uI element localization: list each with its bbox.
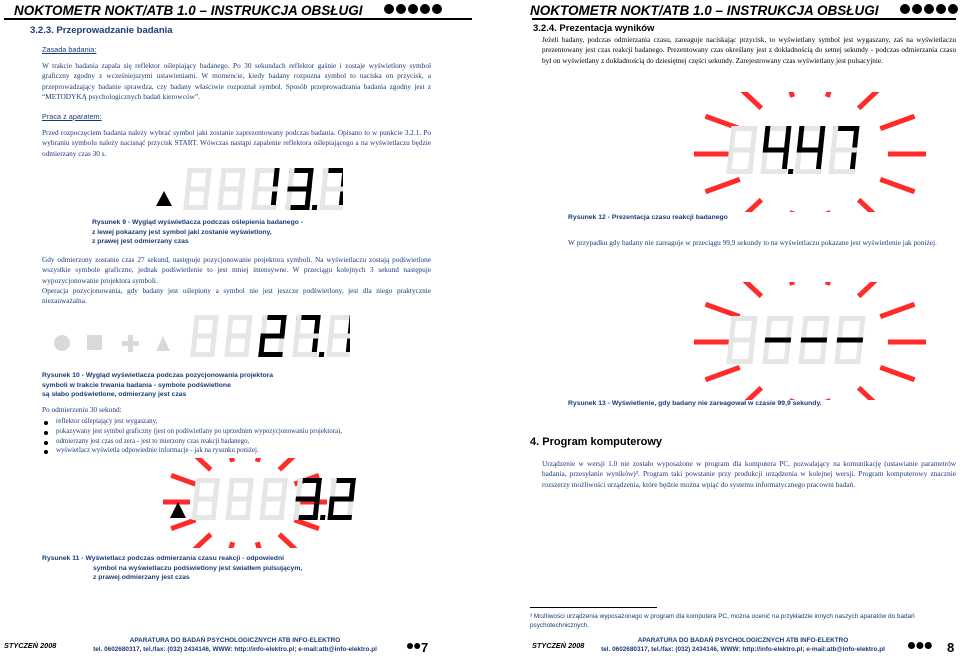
ray — [295, 520, 319, 529]
ray — [279, 534, 296, 548]
display-figure-11 — [120, 458, 370, 548]
plus-symbol-icon — [122, 335, 139, 352]
footer-contact: APARATURA DO BADAŃ PSYCHOLOGICZNYCH ATB INFO-ELEKTRO tel. 0602680317, tel./fax: (032) 2434146, WWW: http://info-elektro.pl; e-mail:atb@info-elektro.pl — [601, 637, 885, 653]
ray — [859, 388, 883, 400]
display-figure-12 — [665, 92, 955, 212]
decimal-point — [319, 352, 325, 357]
segment-on — [765, 338, 792, 343]
segment-on — [295, 497, 320, 502]
decimal-point — [788, 169, 794, 174]
ray — [705, 179, 739, 191]
header-dots — [384, 4, 442, 14]
ray — [257, 458, 263, 462]
ray — [257, 542, 263, 548]
ray — [171, 520, 195, 529]
footer-dots — [908, 642, 932, 649]
segment-off — [294, 334, 319, 339]
ray — [738, 282, 762, 296]
ray — [738, 388, 762, 400]
segment-off — [328, 315, 335, 336]
segment-off — [262, 478, 269, 499]
after-30s-list — [42, 417, 342, 456]
triangle-symbol-icon — [156, 336, 170, 351]
header-dots — [900, 4, 958, 14]
figure-9-caption: Rysunek 9 - Wygląd wyświetlacza podczas oślepienia badanego - z lewej pokazany jest symbol jaki zostanie wyświetlony, z prawej jest odmierzany czas — [92, 219, 304, 245]
section-title: 3.2.4. Prezentacja wyników — [533, 23, 655, 34]
segment-off — [729, 338, 756, 343]
segment-off — [729, 316, 737, 340]
list-item: reflektor oślepiający jest wygaszany, — [42, 417, 342, 427]
segment-off — [729, 126, 737, 150]
segment-on — [329, 497, 354, 502]
segment-off — [330, 478, 337, 499]
segment-off — [185, 168, 192, 189]
display-digits — [191, 478, 355, 520]
list-item: pokazywany jest symbol graficzny (jest on podświetlany po uprzednim wypozycjonowaniu projektora), — [42, 427, 342, 437]
after-30s-intro: Po odmierzeniu 30 sekund: — [42, 405, 122, 414]
ray — [880, 367, 914, 379]
chapter-title: 4. Program komputerowy — [530, 436, 663, 448]
header-rule — [532, 18, 956, 20]
ray — [194, 458, 211, 470]
segment-off — [219, 187, 244, 192]
ray — [880, 116, 914, 128]
display-digits — [183, 168, 343, 210]
segment-off — [226, 315, 233, 336]
header-rule — [4, 18, 472, 20]
ray — [784, 282, 792, 285]
ray — [827, 211, 835, 212]
footer-date: STYCZEŃ 2008 — [532, 641, 585, 650]
segment-off — [192, 334, 217, 339]
work-heading: Praca z aparatem: — [42, 112, 102, 121]
ray — [880, 179, 914, 191]
segment-on — [287, 187, 312, 192]
ray — [880, 304, 914, 316]
segment-off — [261, 497, 286, 502]
segment-on — [797, 148, 824, 153]
ray — [827, 399, 835, 400]
page-number: 8 — [947, 640, 955, 655]
segment-off — [193, 497, 218, 502]
segment-off — [226, 334, 251, 339]
figure-12-caption: Rysunek 12 - Prezentacja czasu reakcji badanego — [568, 214, 728, 221]
segment-off — [253, 168, 260, 189]
segment-on — [837, 338, 864, 343]
circle-symbol-icon — [54, 335, 70, 351]
segment-off — [185, 187, 210, 192]
decimal-point — [312, 205, 318, 210]
ray — [827, 282, 835, 285]
page-right — [480, 0, 960, 659]
segment-off — [321, 168, 328, 189]
intro-paragraph: Jeżeli badany, podczas odmierzania czasu, zareaguje naciskając przycisk, to wyświetlany symbol jest wygaszany, zaś na wyświetlaczu prezentowany jest czas reakcji badanego. Prezentowany czas określany jest z dokładnością do setnej sekundy - podczas odmierzania czasu był on wyświetlany z dokładnością do dziesiętnej części sekundy. Zarejestrowany czas wyświetlany jest pulsacyjnie. — [542, 35, 956, 65]
segment-off — [837, 316, 845, 340]
display-digits — [726, 316, 865, 364]
positioning-paragraph-2: Operacja pozycjonowania, gdy badany jest oślepiony a symbol nie jest jeszcze podświetlony, jest dla niego praktycznie niezauważalna. — [42, 286, 431, 306]
principle-paragraph: W trakcie badania zapala się reflektor oślepiający badanego. Po 30 sekundach reflektor gaśnie i zostaje wyświetlony symbol graficzny zgodny z wcześniejszymi ustawieniami. W momencie, kiedy badany rozpozna symbol to naciska on przycisk, a przeprowadzający badanie sprawdza, czy badany właściwie rozpoznał symbol. Sposób przeprowadzania badania zgodny jest z “METODYKĄ psychologicznych badań kierowców”. — [42, 61, 431, 102]
segment-off — [260, 315, 267, 336]
header-title: NOKTOMETR NOKT/ATB 1.0 – INSTRUKCJA OBSŁUGI — [530, 3, 879, 18]
footer-contact: APARATURA DO BADAŃ PSYCHOLOGICZNYCH ATB INFO-ELEKTRO tel. 0602680317, tel./fax: (032) 2434146, WWW: http://info-elektro.pl; e-mail:atb@info-elektro.pl — [93, 637, 377, 653]
segment-off — [287, 168, 294, 189]
list-item: wyświetlacz wyświetla odpowiednie informacje - jak na rysunku poniżej. — [42, 446, 342, 456]
principle-heading: Zasada badania: — [42, 45, 97, 54]
pulse-rays — [163, 458, 327, 548]
positioning-paragraph: Gdy odmierzony zostanie czas 27 sekund, następuje pozycjonowanie projektora symboli. Na wyświetlaczu zostają podświetlone wszystkie symbole graficzne, jednak podświetlenie to jest mniej intensywne. W przeciągu kolejnych 3 sekund następuje wypozycjonowanie projektora symboli. — [42, 255, 431, 285]
square-symbol-icon — [87, 335, 102, 350]
segment-off — [219, 168, 226, 189]
ray — [705, 304, 739, 316]
ray — [859, 200, 883, 212]
section-title: 3.2.3. Przeprowadzanie badania — [30, 25, 173, 36]
segment-off — [294, 315, 301, 336]
ray — [705, 367, 739, 379]
segment-on — [763, 148, 790, 153]
work-paragraph: Przed rozpoczęciem badania należy wybrać symbol jaki zostanie zaprezentowany podczas badania. Opisano to w punkcie 3.2.1. Po wybraniu symbolu należy nacisnąć przycisk START. Wówczas nastąpi zapalenie reflektora oślepiającego a na wyświetlaczu będzie odmierzany czas 30 s. — [42, 128, 431, 158]
ray — [227, 458, 233, 462]
no-reaction-paragraph: W przypadku gdy badany nie zareaguje w przeciągu 99,9 sekundy to na wyświetlaczu pokazane jest wyświetlenie jak poniżej. — [568, 238, 937, 247]
ray — [194, 534, 211, 548]
triangle-symbol-icon — [156, 191, 172, 206]
segment-on — [260, 334, 285, 339]
footer-dots — [407, 643, 420, 649]
segment-off — [194, 478, 201, 499]
segment-on — [763, 126, 771, 150]
ray — [279, 458, 296, 470]
segment-off — [192, 315, 199, 336]
display-digits — [190, 315, 350, 357]
segment-off — [729, 148, 756, 153]
ray — [784, 211, 792, 212]
segment-off — [831, 126, 839, 150]
segment-off — [253, 187, 278, 192]
display-figure-10 — [50, 312, 350, 366]
segment-off — [831, 148, 858, 153]
ray — [227, 542, 233, 548]
ray — [784, 92, 792, 97]
segment-on — [801, 338, 828, 343]
ray — [738, 200, 762, 212]
ray — [738, 92, 762, 108]
display-digits — [726, 126, 859, 174]
segment-on — [797, 126, 805, 150]
footer-date: STYCZEŃ 2008 — [4, 641, 57, 650]
figure-13-caption: Rysunek 13 - Wyświetlenie, gdy badany nie zareagował w czasie 99,9 sekundy. — [568, 400, 822, 407]
decimal-point — [320, 515, 326, 520]
footnote: ³ Możliwości urządzenia wyposażonego w program dla komputera PC, można ocenić na przykładzie innych naszych aparatów do badań psychotechnicznych. — [530, 613, 915, 629]
figure-10-caption: Rysunek 10 - Wygląd wyświetlacza podczas pozycjonowania projektora symboli w trakcie trwania badania - symbole podświetlone są słabo podświetlone, odmierzany jest czas — [42, 372, 274, 398]
display-figure-9 — [143, 165, 343, 217]
footnote-rule — [530, 607, 657, 608]
segment-off — [765, 316, 773, 340]
display-figure-13 — [665, 282, 955, 400]
segment-off — [321, 187, 343, 192]
segment-off — [328, 334, 350, 339]
page-number: 7 — [421, 640, 429, 655]
segment-off — [227, 497, 252, 502]
list-item: odmierzany jest czas od zera - jest to mierzony czas reakcji badanego, — [42, 437, 342, 447]
program-paragraph: Urządzenie w wersji 1.0 nie zostało wyposażone w program dla komputera PC, pozwalający na komunikację (ustawianie parametrów badania, przesyłanie wyników)³. Program taki powstanie przy produkcji urządzenia w kolejnej wersji. Program komputerowy znacznie rozszerzy możliwości urządzenia, które będzie można wpiąć do systemu informatycznego pracowni badań. — [542, 459, 956, 489]
ray — [171, 475, 195, 484]
segment-off — [801, 316, 809, 340]
ray — [827, 92, 835, 97]
segment-off — [228, 478, 235, 499]
ray — [859, 92, 883, 108]
ray — [859, 282, 883, 296]
header-title: NOKTOMETR NOKT/ATB 1.0 – INSTRUKCJA OBSŁUGI — [14, 3, 363, 18]
figure-11-caption: Rysunek 11 - Wyświetlacz podczas odmierzania czasu reakcji - odpowiedni symbol na wyświetlaczu podświetlony jest światłem pulsującym, z prawej odmierzany jest czas — [42, 555, 303, 581]
